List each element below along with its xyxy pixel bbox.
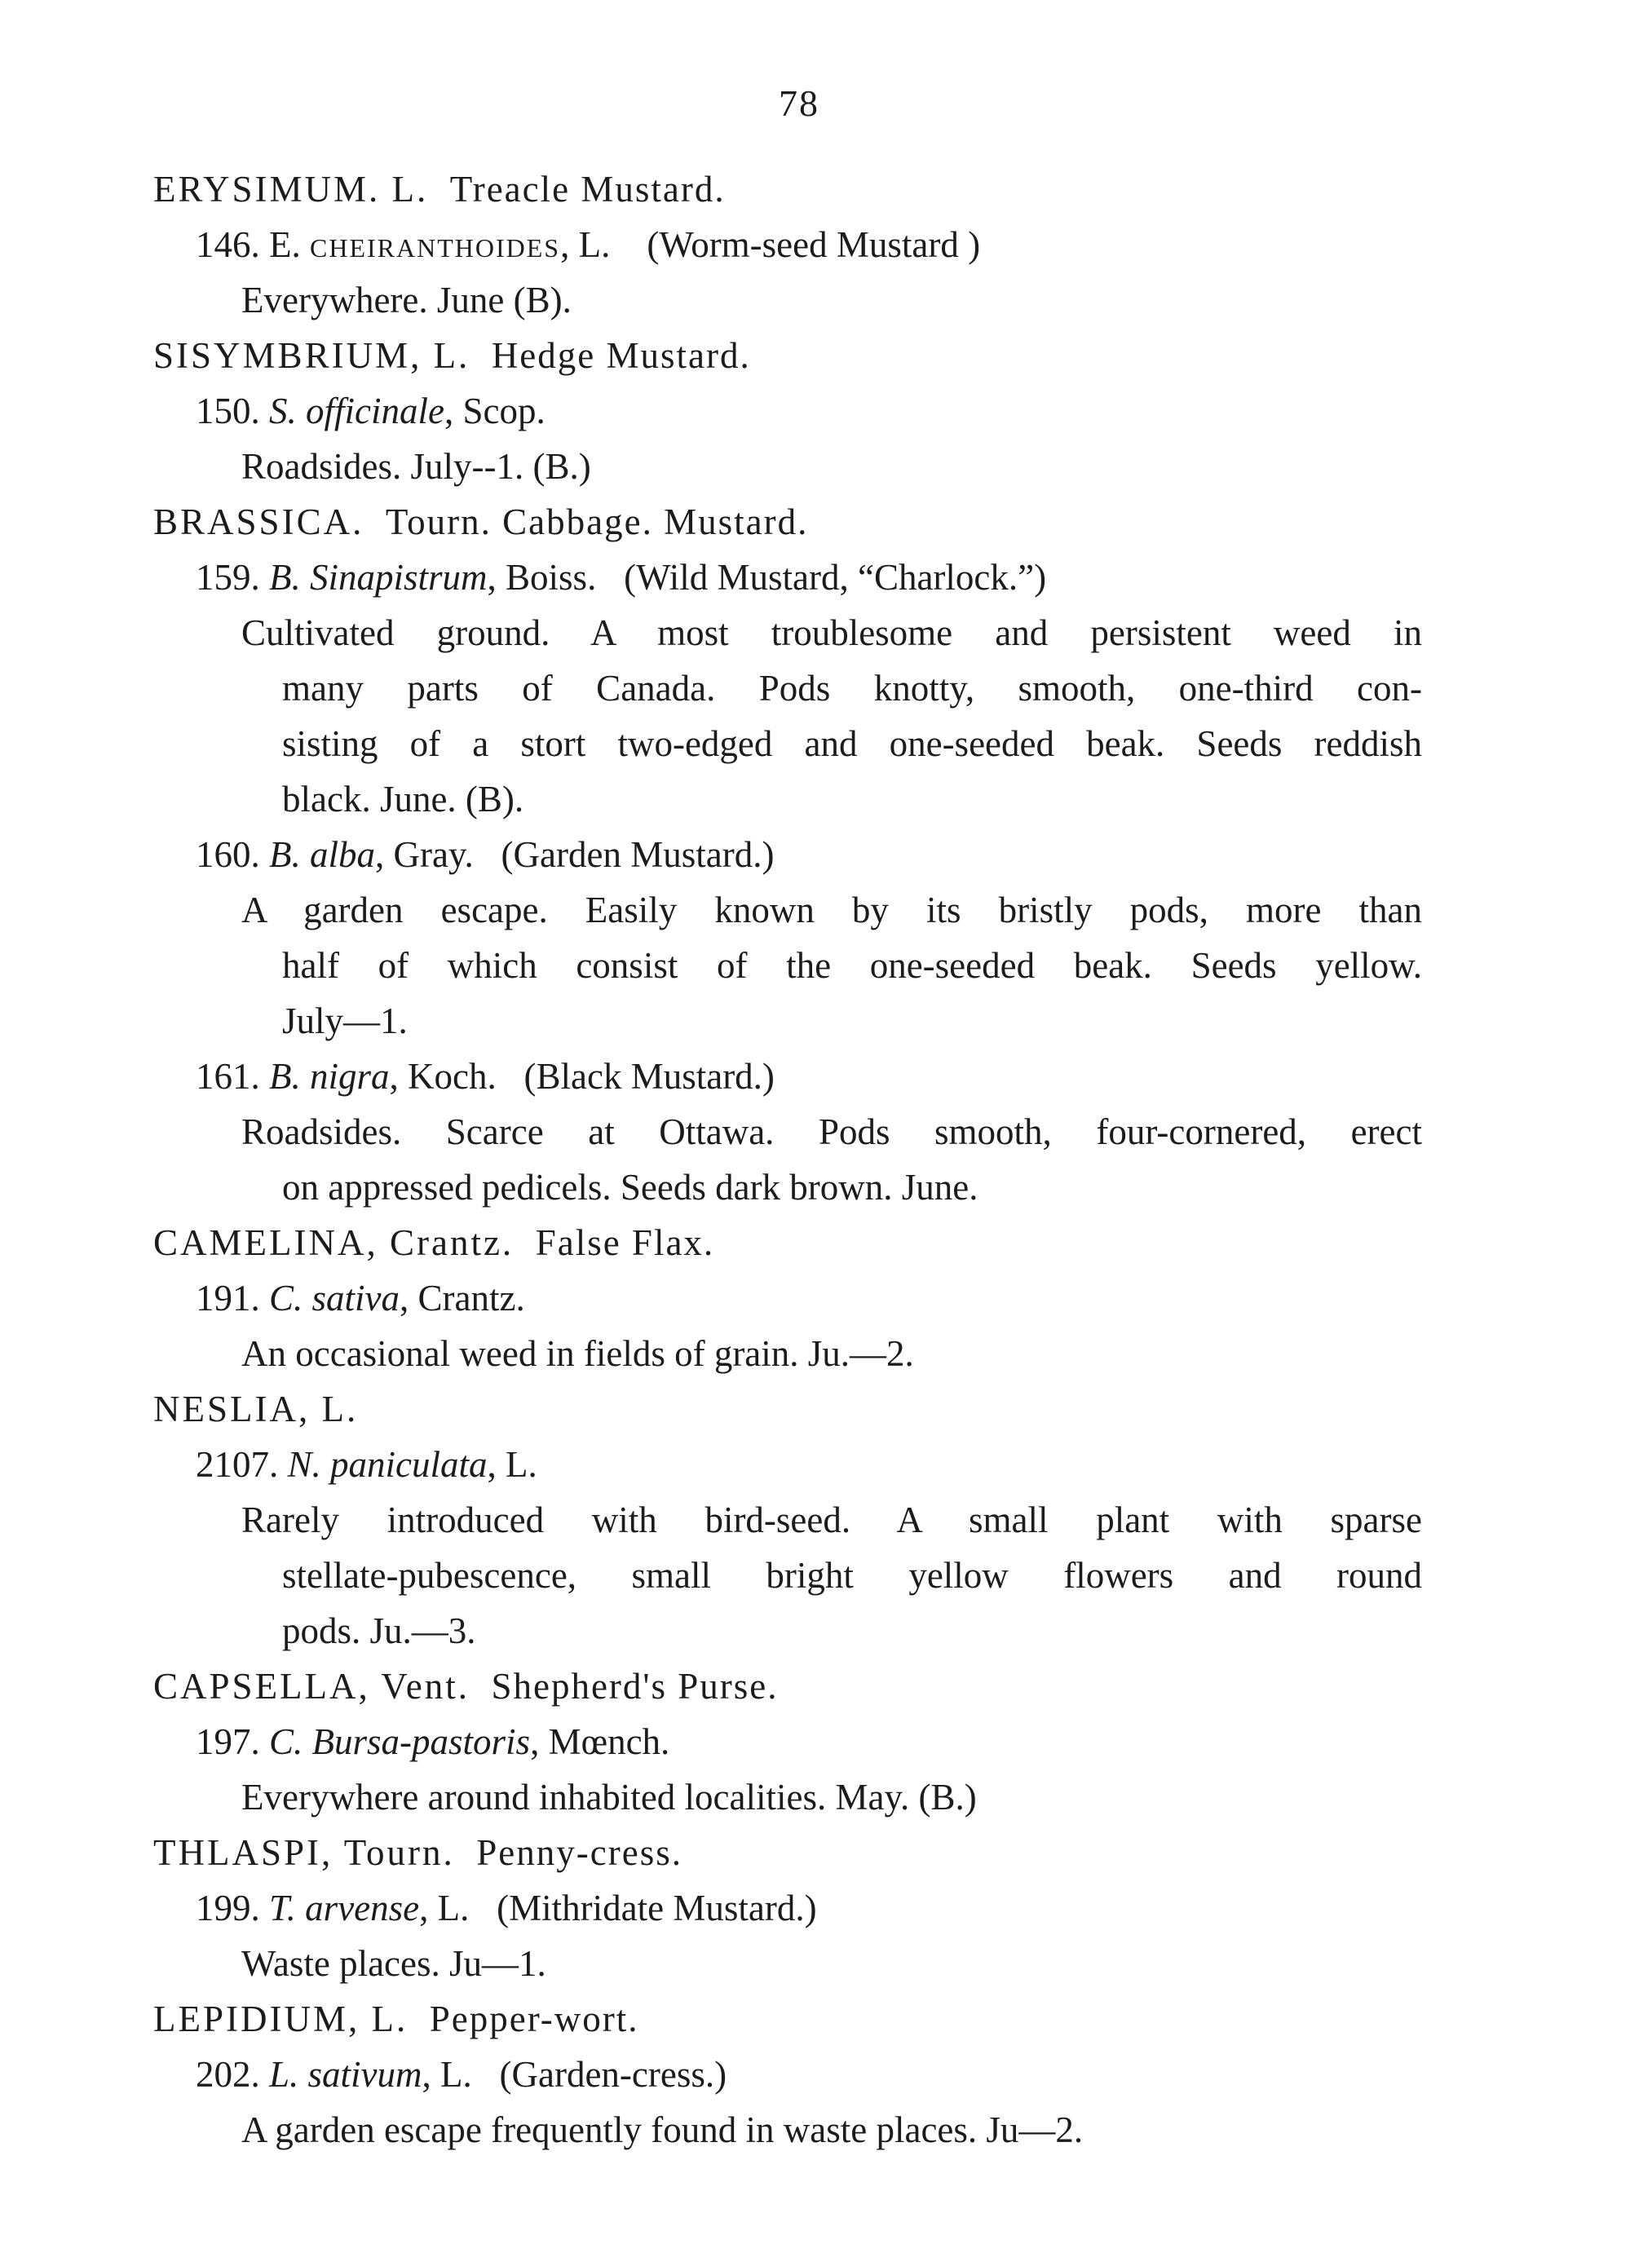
species-name: L. sativum <box>269 2054 422 2095</box>
genus-thlaspi <box>153 1832 682 1873</box>
species-description-continued: on appressed pedicels. Seeds dark brown. June. <box>282 1167 978 1208</box>
species-2107 <box>196 1444 537 1485</box>
species-description-continued: black. June. (B). <box>282 779 524 819</box>
species-197 <box>196 1721 670 1762</box>
species-description: Everywhere around inhabited localities. May. (B.) <box>241 1777 977 1818</box>
species-150 <box>196 393 546 430</box>
species-159 <box>196 559 1046 596</box>
species-description: A garden escape. Easily known by its bristly pods, more than <box>241 890 1422 930</box>
species-name: B. Sinapistrum <box>269 557 488 598</box>
species-191 <box>196 1280 525 1317</box>
species-description-continued: many parts of Canada. Pods knotty, smooth, one-third con- <box>282 668 1422 709</box>
genus-common-name: False Flax. <box>535 1222 715 1263</box>
species-description-continued: pods. Ju.—3. <box>282 1610 476 1651</box>
species-number: 160. <box>196 834 260 875</box>
genus-capsella <box>153 1668 779 1705</box>
genus-common-name: Pepper-wort. <box>429 1999 639 2039</box>
species-authority: , L. <box>487 1444 537 1485</box>
species-description: An occasional weed in fields of grain. Ju.—2. <box>241 1333 914 1374</box>
species-common-name: (Mithridate Mustard.) <box>497 1888 817 1928</box>
species-authority: , Koch. <box>389 1056 497 1097</box>
species-name: S. officinale <box>269 391 444 431</box>
genus-name: ERYSIMUM. L. <box>153 169 429 210</box>
species-authority: , Mœnch. <box>530 1721 670 1762</box>
genus-common-name: Treacle Mustard. <box>449 169 726 210</box>
genus-common-name: Hedge Mustard. <box>491 335 751 376</box>
species-authority: , Gray. <box>375 834 474 875</box>
species-number: 191. <box>196 1278 260 1319</box>
page-number: 78 <box>779 82 819 124</box>
species-name: T. arvense <box>269 1888 420 1928</box>
species-146 <box>196 224 981 265</box>
species-number: 199. <box>196 1888 260 1928</box>
species-number: 161. <box>196 1056 260 1097</box>
species-description: A garden escape frequently found in waste places. Ju—2. <box>241 2109 1084 2150</box>
species-common-name: (Black Mustard.) <box>523 1056 775 1097</box>
species-description: Roadsides. Scarce at Ottawa. Pods smooth, four-cornered, erect <box>241 1111 1422 1152</box>
species-name: B. nigra <box>269 1056 390 1097</box>
species-authority: , Boiss. <box>487 557 597 598</box>
genus-common-name: Shepherd's Purse. <box>491 1666 779 1707</box>
species-name: N. paniculata <box>287 1444 488 1485</box>
species-name: C. sativa <box>269 1278 400 1319</box>
species-199 <box>196 1890 817 1927</box>
genus-name: LEPIDIUM, L. <box>153 1999 409 2039</box>
species-202 <box>196 2056 727 2093</box>
genus-camelina <box>153 1222 715 1263</box>
species-number: 150. <box>196 391 260 431</box>
genus-name: SISYMBRIUM, L. <box>153 335 470 376</box>
species-description-continued: sisting of a stort two-edged and one-seeded beak. Seeds reddish <box>282 723 1422 764</box>
genus-name: THLASPI, Tourn. <box>153 1832 455 1873</box>
species-name: C. Bursa-pastoris <box>269 1721 531 1762</box>
genus-name: BRASSICA. <box>153 501 364 542</box>
species-common-name: (Garden Mustard.) <box>501 834 775 875</box>
species-authority: , Crantz. <box>400 1278 525 1319</box>
species-description-continued: stellate-pubescence, small bright yellow flowers and round <box>282 1555 1422 1596</box>
genus-erysimum <box>153 171 726 208</box>
species-common-name: (Garden-cress.) <box>499 2054 727 2095</box>
species-description: Cultivated ground. A most troublesome and persistent weed in <box>241 612 1422 653</box>
species-authority: , L. <box>560 224 611 265</box>
species-161 <box>196 1058 775 1095</box>
species-description-continued: half of which consist of the one-seeded beak. Seeds yellow. <box>282 945 1422 986</box>
species-name: B. alba <box>269 834 375 875</box>
species-name: cheiranthoides <box>310 224 561 265</box>
species-number: 146. E. <box>196 224 301 265</box>
genus-brassica <box>153 501 809 542</box>
species-description: Rarely introduced with bird-seed. A small plant with sparse <box>241 1500 1422 1540</box>
genus-name: CAPSELLA, Vent. <box>153 1666 470 1707</box>
species-number: 197. <box>196 1721 260 1762</box>
genus-common-name: Penny-cress. <box>476 1832 682 1873</box>
species-common-name: (Wild Mustard, “Charlock.”) <box>624 557 1047 598</box>
genus-name: CAMELINA, Crantz. <box>153 1222 515 1263</box>
species-description-continued: July—1. <box>282 1000 408 1041</box>
species-authority: , Scop. <box>444 391 546 431</box>
genus-common-name: Tourn. Cabbage. Mustard. <box>385 501 809 542</box>
species-160 <box>196 834 775 875</box>
species-number: 202. <box>196 2054 260 2095</box>
genus-sisymbrium <box>153 335 751 376</box>
genus-neslia <box>153 1391 358 1428</box>
species-description: Everywhere. June (B). <box>241 280 572 320</box>
species-number: 159. <box>196 557 260 598</box>
species-authority: , L. <box>419 1888 470 1928</box>
species-number: 2107. <box>196 1444 279 1485</box>
species-authority: , L. <box>422 2054 472 2095</box>
genus-lepidium <box>153 2001 639 2038</box>
species-common-name: (Worm-seed Mustard ) <box>647 224 981 265</box>
genus-name: NESLIA, L. <box>153 1389 359 1429</box>
species-description: Waste places. Ju—1. <box>241 1943 546 1984</box>
species-description: Roadsides. July--1. (B.) <box>241 446 591 487</box>
